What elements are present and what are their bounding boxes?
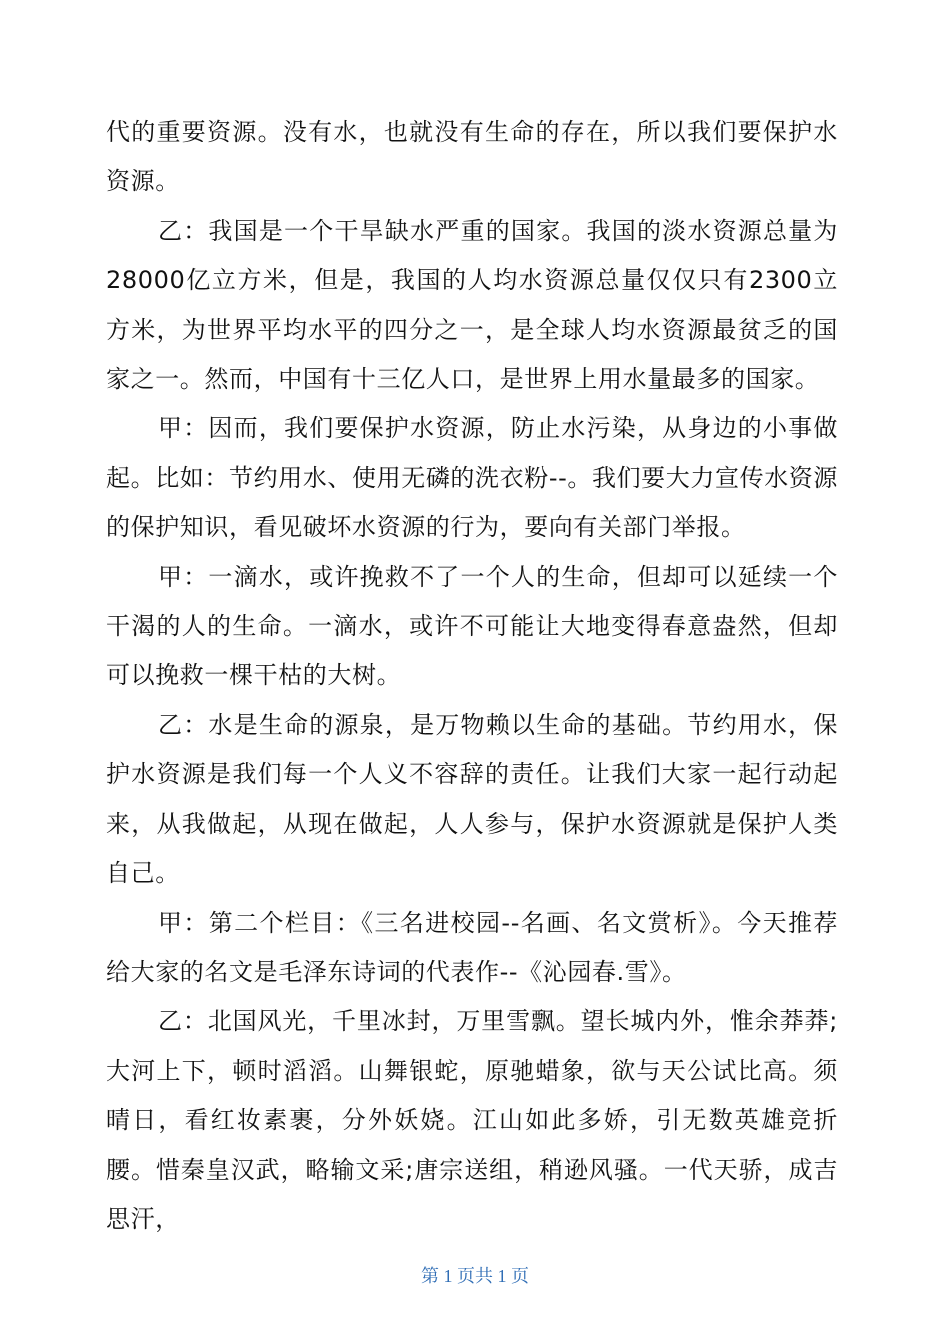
paragraph-drop-of-water: 甲：一滴水，或许挽救不了一个人的生命，但却可以延续一个干渴的人的生命。一滴水，或许不可能让大地变得春意盎然，但却可以挽救一棵干枯的大树。 [106, 562, 838, 690]
paragraph-protect-water: 甲：因而，我们要保护水资源，防止水污染，从身边的小事做起。比如：节约用水、使用无磷的洗衣粉--。我们要大力宣传水资源的保护知识，看见破坏水资源的行为，要向有关部门举报。 [106, 414, 838, 542]
page-number-footer: 第 1 页共 1 页 [421, 1266, 529, 1286]
paragraph-poem: 乙：北国风光，千里冰封，万里雪飘。望长城内外，惟余莽莽;大河上下，顿时滔滔。山舞银蛇，原驰蜡象，欲与天公试比高。须晴日，看红妆素裹，分外妖娆。江山如此多娇，引无数英雄竞折腰。惜秦皇汉武，略输文采;唐宗送组，稍逊风骚。一代天骄，成吉思汗， [106, 1007, 838, 1233]
paragraph-continuation: 代的重要资源。没有水，也就没有生命的存在，所以我们要保护水资源。 [106, 118, 838, 196]
paragraph-source-of-life: 乙：水是生命的源泉，是万物赖以生命的基础。节约用水，保护水资源是我们每一个人义不容辞的责任。让我们大家一起行动起来，从我做起，从现在做起，人人参与，保护水资源就是保护人类自己。 [106, 710, 838, 888]
document-body [106, 108, 838, 1244]
paragraph-second-segment: 甲：第二个栏目：《三名进校园--名画、名文赏析》。今天推荐给大家的名文是毛泽东诗词的代表作--《沁园春.雪》。 [106, 908, 838, 986]
paragraph-water-shortage: 乙：我国是一个干旱缺水严重的国家。我国的淡水资源总量为28000亿立方米，但是，我国的人均水资源总量仅仅只有2300立方米，为世界平均水平的四分之一，是全球人均水资源最贫乏的国家之一。然而，中国有十三亿人口，是世界上用水量最多的国家。 [106, 216, 838, 394]
